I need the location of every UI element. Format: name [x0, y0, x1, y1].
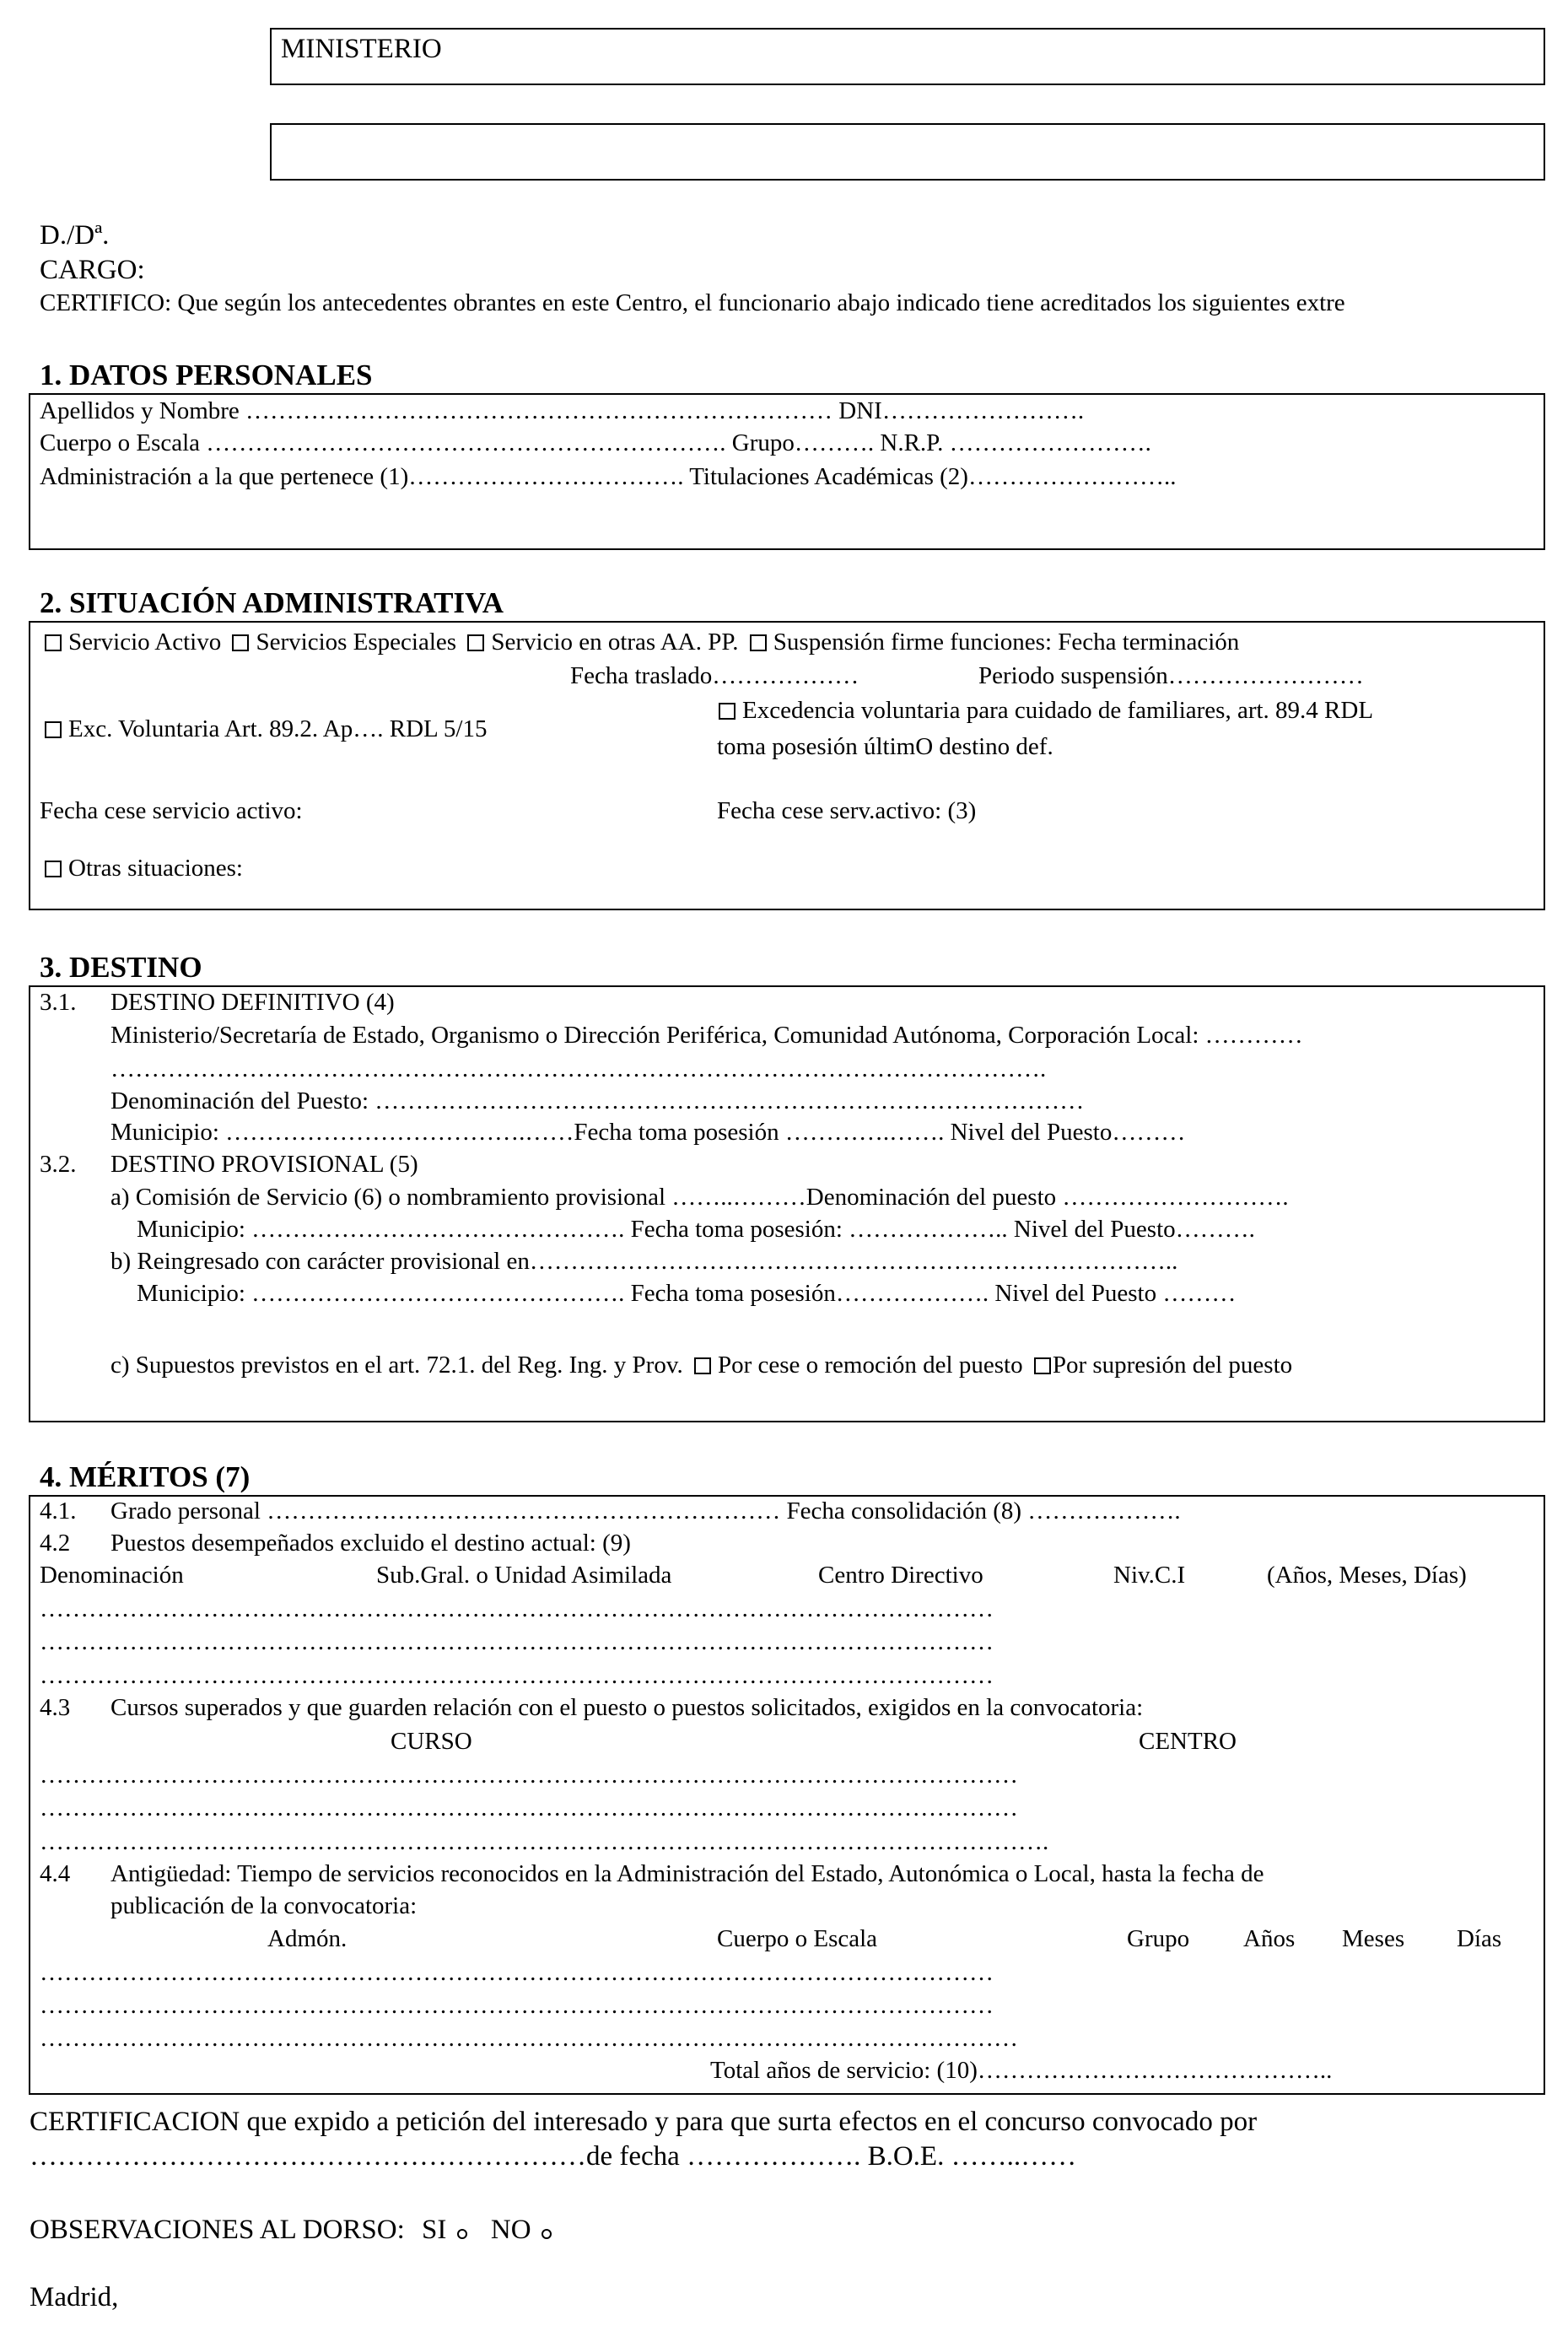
servicio-otras-label: Servicio en otras AA. PP. — [491, 629, 739, 656]
col-dias: Días — [1457, 1925, 1502, 1952]
servicios-especiales-checkbox[interactable] — [232, 634, 249, 651]
si-label: SI — [422, 2215, 447, 2245]
puestos-label: Puestos desempeñados excluido el destino actual: (9) — [110, 1530, 631, 1557]
comision-line: a) Comisión de Servicio (6) o nombramiento provisional ……..………Denominación del puesto ………………………. — [110, 1184, 1289, 1211]
servicios-especiales-label: Servicios Especiales — [256, 629, 457, 656]
antiguedad-dots-1: ……………………………………………………………………………………………………… — [40, 1959, 994, 1986]
col-cuerpo-escala: Cuerpo o Escala — [717, 1925, 878, 1952]
cursos-dots-1: ………………………………………………………………………………………………………… — [40, 1762, 1018, 1789]
puestos-dots-2: ……………………………………………………………………………………………………… — [40, 1628, 994, 1655]
antiguedad-dots-2: ……………………………………………………………………………………………………… — [40, 1992, 994, 2019]
n42: 4.2 — [40, 1530, 71, 1557]
no-label: NO — [490, 2215, 531, 2245]
servicio-activo-checkbox[interactable] — [45, 634, 62, 651]
excedencia-checkbox[interactable] — [719, 703, 736, 720]
cuerpo-line: Cuerpo o Escala ………………………………………………………. Grupo………. N.R.P. ……………………. — [40, 429, 1151, 456]
otras-situaciones-checkbox[interactable] — [45, 861, 62, 877]
supuestos-label: c) Supuestos previstos en el art. 72.1. del Reg. Ing. y Prov. — [110, 1352, 683, 1379]
dd-label: D./Dª. — [40, 220, 110, 251]
ministerio-line: Ministerio/Secretaría de Estado, Organismo o Dirección Periférica, Comunidad Autónoma, Corporación Local: ………… — [110, 1022, 1303, 1049]
certificacion-line-2: ……………………………………………………de fecha ………………. B.O.E. ……..…… — [30, 2141, 1077, 2172]
destino-definitivo-title: DESTINO DEFINITIVO (4) — [110, 989, 395, 1016]
administracion-line: Administración a la que pertenece (1)……………………………. Titulaciones Académicas (2)…………………….. — [40, 463, 1177, 490]
situacion-checks-row — [45, 630, 1239, 655]
no-option[interactable] — [542, 2229, 552, 2239]
supuestos-row — [110, 1353, 1292, 1378]
n32: 3.2. — [40, 1151, 77, 1178]
certificacion-line-1: CERTIFICACION que expido a petición del interesado y para que surta efectos en el concurso convocado por — [30, 2107, 1258, 2137]
col-anos: (Años, Meses, Días) — [1267, 1563, 1467, 1588]
ministerio-field[interactable] — [270, 123, 1545, 181]
reingresado-line: b) Reingresado con carácter provisional en…………………………………………………………………….. — [110, 1248, 1178, 1275]
municipio-line: Municipio: ……………………………….……Fecha toma posesión ………….……. Nivel del Puesto……… — [110, 1119, 1186, 1146]
puestos-dots-3: ……………………………………………………………………………………………………… — [40, 1662, 994, 1689]
excedencia-row — [719, 699, 1373, 723]
supresion-checkbox[interactable] — [1034, 1357, 1051, 1374]
si-option[interactable] — [457, 2229, 467, 2239]
antiguedad-line-1: Antigüedad: Tiempo de servicios reconocidos en la Administración del Estado, Autonómica o Local, hasta la fecha de — [110, 1860, 1264, 1887]
cese-remocion-checkbox[interactable] — [694, 1357, 711, 1374]
col-meses: Meses — [1342, 1925, 1405, 1952]
section-1-title: 1. DATOS PERSONALES — [40, 359, 373, 391]
ministerio-box — [270, 28, 1545, 85]
denominacion-line: Denominación del Puesto: …………………………………………………………………………… — [110, 1087, 1085, 1114]
col-centro-directivo: Centro Directivo — [818, 1562, 983, 1589]
n44: 4.4 — [40, 1860, 71, 1887]
suspension-checkbox[interactable] — [750, 634, 767, 651]
ministerio-label: MINISTERIO — [281, 34, 442, 64]
fecha-cese-label: Fecha cese servicio activo: — [40, 797, 303, 824]
section-2-title: 2. SITUACIÓN ADMINISTRATIVA — [40, 586, 504, 619]
grado-line: Grado personal ……………………………………………………… Fecha consolidación (8) ………………. — [110, 1497, 1181, 1524]
observaciones-row — [30, 2216, 552, 2244]
col-admon: Admón. — [267, 1925, 348, 1952]
col-niv: Niv.C.I — [1113, 1562, 1186, 1589]
servicio-activo-label: Servicio Activo — [68, 629, 222, 656]
destino-provisional-title: DESTINO PROVISIONAL (5) — [110, 1151, 418, 1178]
excedencia-line2: toma posesión últimO destino def. — [717, 733, 1053, 760]
n43: 4.3 — [40, 1694, 71, 1721]
col-curso: CURSO — [391, 1728, 472, 1755]
suspension-label: Suspensión firme funciones: Fecha terminación — [773, 629, 1240, 656]
exc-voluntaria-label: Exc. Voluntaria Art. 89.2. Ap…. RDL 5/15 — [68, 715, 488, 742]
total-anos-servicio: Total años de servicio: (10)…………………………………….. — [710, 2057, 1333, 2084]
n31: 3.1. — [40, 989, 77, 1016]
dots-line: ……………………………………………………………………………………………………. — [110, 1055, 1047, 1082]
otras-situaciones-row — [45, 856, 243, 881]
excedencia-label: Excedencia voluntaria para cuidado de familiares, art. 89.4 RDL — [742, 697, 1374, 724]
col-anos-2: Años — [1243, 1925, 1296, 1952]
cese-remocion-label: Por cese o remoción del puesto — [717, 1352, 1023, 1379]
cursos-label: Cursos superados y que guarden relación con el puesto o puestos solicitados, exigidos en la convocatoria: — [110, 1694, 1144, 1721]
col-centro: CENTRO — [1139, 1728, 1237, 1755]
certifico-text: CERTIFICO: Que según los antecedentes obrantes en este Centro, el funcionario abajo indicado tiene acreditados los siguientes extre — [40, 291, 1345, 316]
antiguedad-dots-3: ………………………………………………………………………………………………………… — [40, 2025, 1018, 2052]
antiguedad-line-2: publicación de la convocatoria: — [110, 1892, 418, 1919]
exc-voluntaria-row — [45, 717, 487, 742]
cursos-dots-3: ……………………………………………………………………………………………………………. — [40, 1828, 1049, 1855]
otras-situaciones-label: Otras situaciones: — [68, 855, 243, 882]
supresion-label: Por supresión del puesto — [1052, 1352, 1293, 1379]
cargo-label: CARGO: — [40, 255, 145, 285]
col-denominacion: Denominación — [40, 1562, 184, 1589]
certificacion-text — [30, 2108, 1474, 2136]
apellidos-line: Apellidos y Nombre ……………………………………………………………… DNI……………………. — [40, 397, 1085, 424]
col-subgral: Sub.Gral. o Unidad Asimilada — [376, 1563, 672, 1588]
reingresado-municipio-line: Municipio: ………………………………………. Fecha toma posesión………………. Nivel del Puesto ……… — [137, 1280, 1237, 1307]
section-4-title: 4. MÉRITOS (7) — [40, 1460, 251, 1493]
fecha-traslado: Fecha traslado……………… — [570, 662, 859, 689]
col-grupo: Grupo — [1127, 1925, 1190, 1952]
periodo-suspension: Periodo suspensión…………………… — [978, 662, 1364, 689]
n41: 4.1. — [40, 1497, 77, 1524]
puestos-dots-1: ……………………………………………………………………………………………………… — [40, 1595, 994, 1622]
comision-municipio-line: Municipio: ………………………………………. Fecha toma posesión: ……………….. Nivel del Puesto………. — [137, 1216, 1255, 1243]
cursos-dots-2: ………………………………………………………………………………………………………… — [40, 1794, 1018, 1821]
madrid-label: Madrid, — [30, 2282, 119, 2312]
fecha-cese-3-label: Fecha cese serv.activo: (3) — [717, 797, 977, 824]
section-3-title: 3. DESTINO — [40, 951, 202, 984]
exc-voluntaria-checkbox[interactable] — [45, 721, 62, 738]
observaciones-label: OBSERVACIONES AL DORSO: — [30, 2215, 405, 2245]
servicio-otras-checkbox[interactable] — [467, 634, 484, 651]
